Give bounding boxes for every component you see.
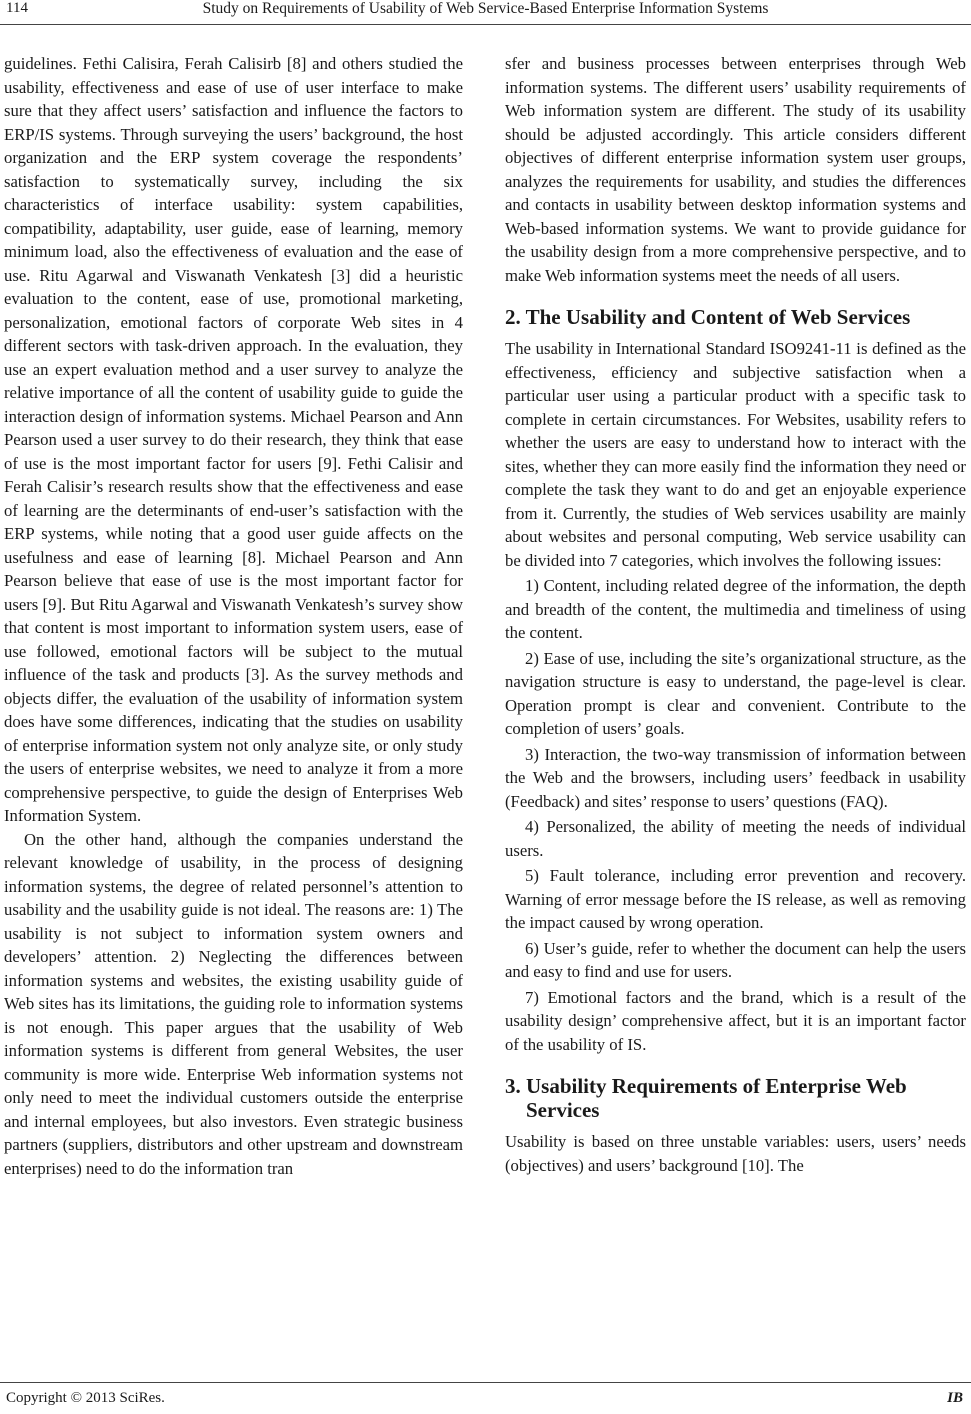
body-paragraph: The usability in International Standard ISO9241-11 is defined as the effectiveness, efficiency and subjective satisfaction when a particular user using a particular product with a specific task to complete in certain circumstances. For Websites, usability refers to whether the users are easy to understand how to interact with the sites, whether they can more easily find the information they need or complete the task they want to do and get an enjoyable experience from it. Currently, the studies of Web services usability are mainly about websites and personal computing, Web service usability can be divided into 7 categories, which involves the following issues: [505, 339, 966, 570]
footer-rule [0, 1382, 971, 1383]
list-item: 7) Emotional factors and the brand, which is a result of the usability design’ comprehensive affect, but it is an important factor of the usability of IS. [505, 987, 966, 1054]
header-rule [0, 24, 971, 25]
journal-abbreviation: IB [947, 1390, 963, 1406]
body-paragraph: Usability is based on three unstable variables: users, users’ needs (objectives) and users’ background [10]. The [505, 1132, 966, 1175]
page-header [0, 0, 971, 24]
section-heading: 2. The Usability and Content of Web Services [505, 305, 911, 329]
section-heading: 3. Usability Requirements of Enterprise Web Services [505, 1074, 907, 1122]
body-paragraph: guidelines. Fethi Calisira, Ferah Calisirb [8] and others studied the usability, effectiveness and ease of use of user interface to make sure that they affect users’ satisfaction and influence the factors to ERP/IS systems. Through surveying the users’ background, the host organization and the ERP system coverage the respondents’ satisfaction to systematically survey, including the six characteristics of interface usability: system capabilities, compatibility, adaptability, user guide, ease of learning, memory minimum load, also the effectiveness of evaluation and the ease of use. Ritu Agarwal and Viswanath Venkatesh [3] did a heuristic evaluation to the content, ease of use, promotional marketing, personalization, emotional factors of corporate Web sites in 4 different sectors with task-driven approach. In the evaluation, they use an expert evaluation method and a user survey to analyze the relative importance of all the content of usability guide to guide the interaction design of information systems. Michael Pearson and Ann Pearson used a user survey to do their research, they think that ease of use is the most important factor for users [9]. Fethi Calisir and Ferah Calisir’s research results show that the effectiveness and ease of learning are the determinants of end-user’s satisfaction with the ERP systems, while noting that a good user guide affects on the usefulness and ease of learning [8]. Michael Pearson and Ann Pearson believe that ease of use is the most important factor for users [9]. But Ritu Agarwal and Viswanath Venkatesh’s survey show that content is most important to information system users, ease of use followed, emotional factors will be subject to the mutual influence of the task and products [3]. As the survey methods and objects differ, the evaluation of the usability of information system does have some differences, indicating that the studies on usability of enterprise information system not only analyze site, or only study the users of enterprise websites, we need to analyze it from a more comprehensive perspective, to guide the design of Enterprises Web Information System. [4, 54, 463, 825]
copyright-notice: Copyright © 2013 SciRes. [6, 1390, 165, 1406]
list-item: 6) User’s guide, refer to whether the document can help the users and easy to find and use for users. [505, 938, 966, 981]
list-item: 5) Fault tolerance, including error prevention and recovery. Warning of error message before the IS release, as well as removing the impact caused by wrong operation. [505, 866, 966, 932]
left-column [4, 52, 463, 1180]
body-paragraph: On the other hand, although the companies understand the relevant knowledge of usability, in the process of designing information systems, the degree of related personnel’s attention to usability and the usability guide is not ideal. The reasons are: 1) The usability is not subject to information system owners and developers’ attention. 2) Neglecting the differences between information systems and websites, the existing usability guide of Web sites has its limitations, the guiding role to information systems is not enough. This paper argues that the usability of Web information systems is different from general Websites, the user community is more wide. Enterprise Web information systems not only need to meet the individual customers outside the enterprise and internal employees, but also investors. Even strategic business partners (suppliers, distributors and other upstream and downstream enterprises) need to do the information tran [4, 829, 463, 1178]
right-column [505, 52, 966, 1177]
list-item: 2) Ease of use, including the site’s organizational structure, as the navigation structure is easy to understand, the page-level is clear. Operation prompt is clear and convenient. Contribute to the completion of users’ goals. [505, 648, 966, 738]
list-item: 1) Content, including related degree of the information, the depth and breadth of the content, the multimedia and timeliness of using the content. [505, 576, 966, 642]
list-item: 4) Personalized, the ability of meeting the needs of individual users. [505, 817, 966, 860]
page-number: 114 [6, 0, 28, 16]
running-title: Study on Requirements of Usability of Web Service-Based Enterprise Information Systems [202, 0, 769, 17]
list-item: 3) Interaction, the two-way transmission of information between the Web and the browsers, including users’ feedback in usability (Feedback) and sites’ response to users’ questions (FAQ). [505, 744, 966, 811]
body-paragraph: sfer and business processes between enterprises through Web information systems. The different users’ usability requirements of Web information system are different. The study of its usability should be adjusted accordingly. This article considers different objectives of different enterprise information system user groups, analyzes the requirements for usability, and studies the differences and contacts in usability between desktop information systems and Web-based information systems. We want to provide guidance for the usability design from a more comprehensive perspective, and to make Web information systems meet the needs of all users. [505, 54, 966, 285]
